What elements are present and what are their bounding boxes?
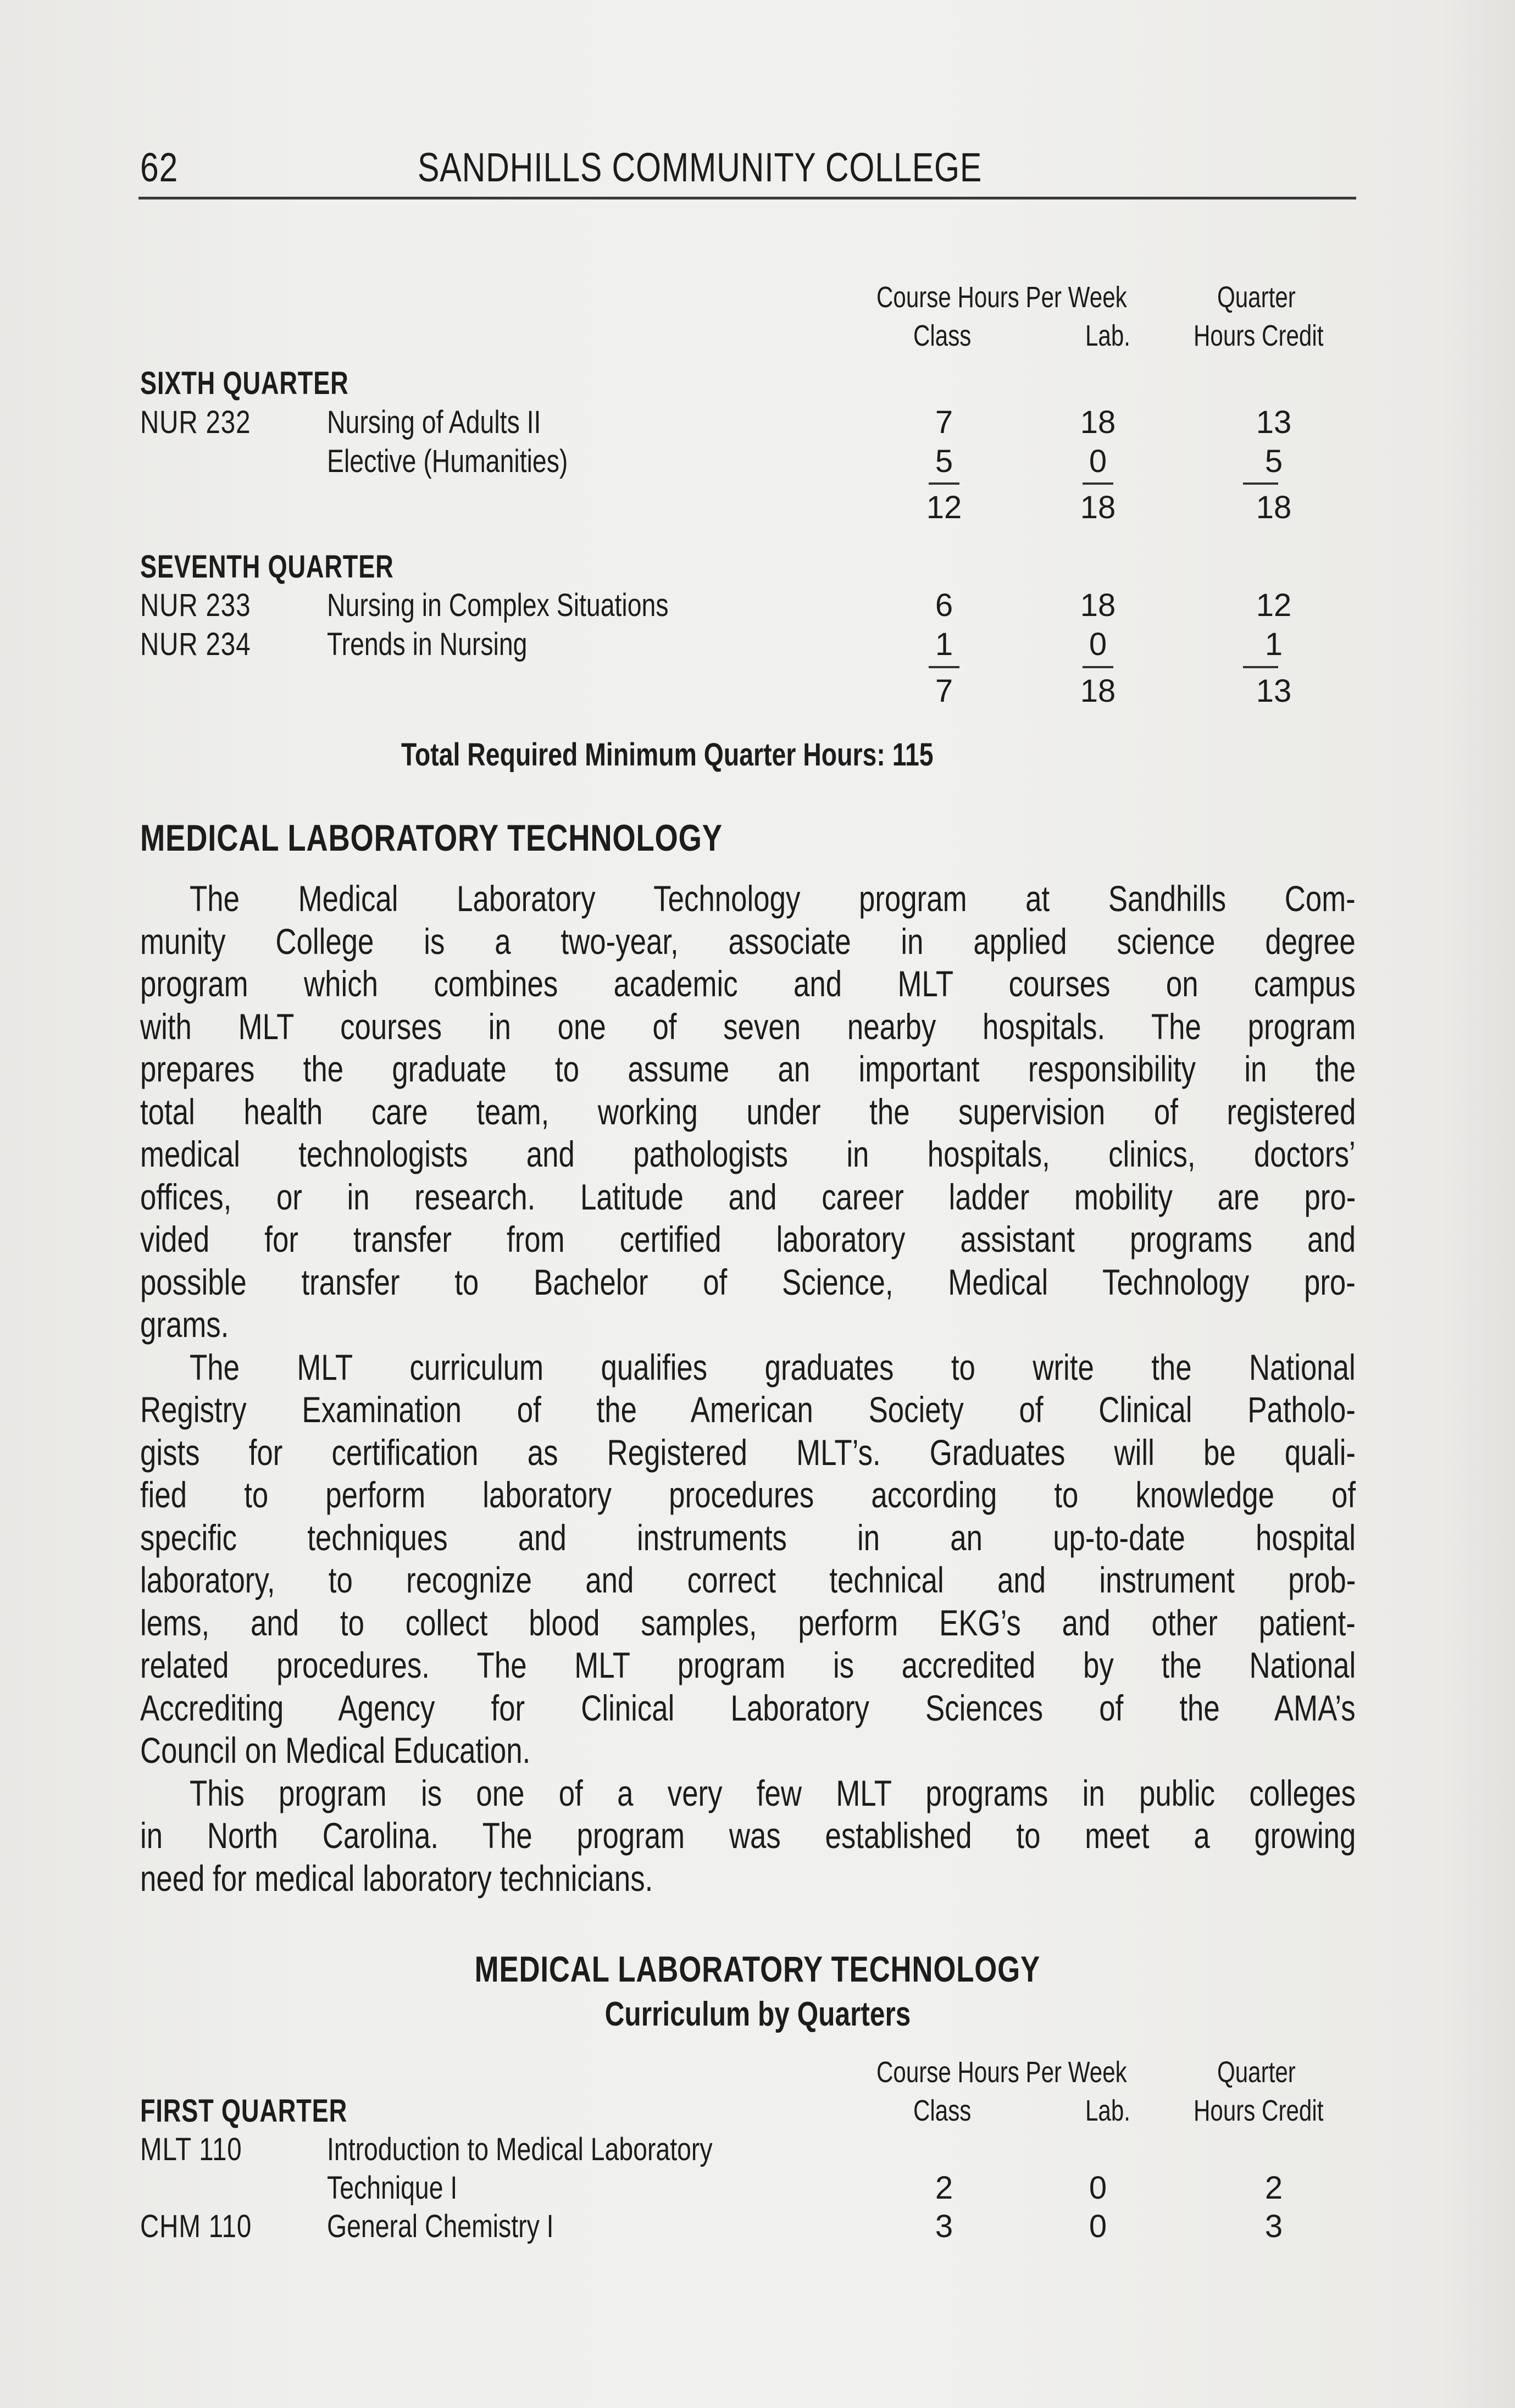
body-line: Registry Examination of the American Society of Clinical Patholo- [140,1389,1356,1430]
header-rule [138,197,1356,199]
col-head-lab [1085,319,1143,353]
lab-hours: 0 [1089,626,1107,662]
credit-total: 18 [1256,490,1292,525]
body-line: specific techniques and instruments in an up-to-date hospital [140,1517,1356,1558]
body-line: Accrediting Agency for Clinical Laboratory Sciences of the AMA’s [140,1687,1356,1728]
body-line: total health care team, working under the supervision of registered [140,1091,1356,1132]
course-title [327,626,578,663]
running-title [418,144,1123,191]
col-head-quarter [1217,2055,1318,2089]
body-line: program which combines academic and MLT courses on campus [140,963,1356,1004]
course-title-text: Nursing in Complex Situations [327,587,669,623]
col-head-quarter [1217,280,1318,314]
body-line: The MLT curriculum qualifies graduates to write the National [190,1346,1356,1388]
course-title-continued [327,2170,490,2206]
lab-hours: 18 [1080,587,1116,623]
body-line: lems, and to collect blood samples, perform EKG’s and other patient- [140,1602,1356,1643]
course-title [327,2131,809,2168]
course-code [140,404,275,441]
credit-hours: 5 [1264,443,1283,479]
course-code-text: NUR 234 [140,626,251,662]
body-line: The Medical Laboratory Technology program at Sandhills Com- [190,878,1356,919]
quarter-title-first [140,2093,406,2129]
col-head-course-hours [876,2055,1197,2089]
col-head-class-text: Class [913,319,972,352]
body-line: This program is one of a very few MLT programs in public colleges [190,1772,1356,1813]
lab-total: 18 [1080,490,1116,525]
course-code-text: NUR 233 [140,587,251,623]
course-title-text: Trends in Nursing [327,626,528,662]
col-head-class [913,319,987,353]
course-code [140,626,275,663]
sum-rule [1083,666,1113,668]
course-code-text: NUR 232 [140,404,251,440]
course-title-text: General Chemistry I [327,2209,554,2244]
col-head-quarter-text: Quarter [1217,281,1296,314]
col-head-quarter-text: Quarter [1217,2056,1296,2089]
col-head-lab [1085,2094,1143,2128]
course-title-text: Elective (Humanities) [327,443,568,479]
col-head-class-text: Class [913,2094,972,2127]
col-head-hours-credit-text: Hours Credit [1194,2094,1324,2127]
body-line: laboratory, to recognize and correct technical and instrument prob- [140,1560,1356,1600]
body-line: vided for transfer from certified laboratory assistant programs and [140,1219,1356,1260]
body-line: munity College is a two-year, associate in applied science degree [140,920,1356,962]
body-line: need for medical laboratory technicians. [140,1857,653,1899]
course-code-text: MLT 110 [140,2132,242,2167]
quarter-title-seventh-text: SEVENTH QUARTER [140,549,394,585]
quarter-title-sixth [140,365,408,402]
section-heading-text: MEDICAL LABORATORY TECHNOLOGY [140,817,723,859]
body-line: possible transfer to Bachelor of Science, Medical Technology pro- [140,1261,1356,1302]
body-line: gists for certification as Registered MLT’s. Graduates will be quali- [140,1432,1356,1473]
lab-hours: 0 [1089,2209,1107,2244]
col-head-lab-text: Lab. [1085,2094,1130,2127]
col-head-class [913,2094,987,2128]
total-required-hours-text: Total Required Minimum Quarter Hours: 115 [401,737,934,773]
curriculum-subtitle-text: Curriculum by Quarters [604,1995,911,2033]
course-title [327,2208,611,2245]
col-head-course-hours-text: Course Hours Per Week [876,2056,1127,2089]
body-line: with MLT courses in one of seven nearby hospitals. The program [140,1006,1356,1047]
lab-hours: 0 [1089,2170,1107,2206]
course-title-text: Nursing of Adults II [327,404,541,440]
sum-rule [1243,482,1278,485]
col-head-hours-credit [1194,319,1360,353]
col-head-lab-text: Lab. [1085,319,1130,352]
course-title-continued-text: Technique I [327,2170,458,2206]
col-head-hours-credit [1194,2094,1360,2128]
course-title [327,404,595,441]
class-hours: 3 [935,2209,953,2244]
class-hours: 2 [935,2170,953,2206]
curriculum-subtitle [0,1995,1515,2034]
class-hours: 6 [935,587,953,623]
body-line: in North Carolina. The program was established to meet a growing [140,1815,1356,1856]
course-code [140,587,275,624]
sum-rule [929,666,959,668]
course-code [140,2131,264,2168]
total-required-hours [401,736,1067,773]
page-number [140,144,186,191]
lab-hours: 18 [1080,404,1116,440]
course-code-text: CHM 110 [140,2209,252,2244]
class-total: 12 [926,490,962,525]
sum-rule [929,482,959,485]
course-title-text: Introduction to Medical Laboratory [327,2132,713,2167]
credit-hours: 2 [1264,2170,1283,2206]
course-code [140,2208,276,2245]
lab-total: 18 [1080,673,1116,709]
col-head-course-hours [876,280,1197,314]
credit-hours: 12 [1256,587,1292,623]
credit-hours: 1 [1264,626,1283,662]
page-number-text: 62 [140,145,179,190]
body-line: medical technologists and pathologists in hospitals, clinics, doctors’ [140,1134,1356,1174]
col-head-course-hours-text: Course Hours Per Week [876,281,1127,314]
body-line: fied to perform laboratory procedures according to knowledge of [140,1474,1356,1515]
quarter-title-sixth-text: SIXTH QUARTER [140,365,349,401]
section-heading [140,817,868,859]
sum-rule [1083,482,1113,485]
quarter-title-first-text: FIRST QUARTER [140,2093,348,2129]
class-hours: 7 [935,404,953,440]
class-total: 7 [935,673,953,709]
body-line: related procedures. The MLT program is accredited by the National [140,1645,1356,1685]
class-hours: 1 [935,626,953,662]
lab-hours: 0 [1089,443,1107,479]
body-line: Council on Medical Education. [140,1730,531,1771]
credit-hours: 3 [1264,2209,1283,2244]
course-title [327,587,754,624]
credit-total: 13 [1256,673,1292,709]
curriculum-title-text: MEDICAL LABORATORY TECHNOLOGY [474,1949,1041,1989]
running-title-text: SANDHILLS COMMUNITY COLLEGE [418,145,983,190]
curriculum-title [0,1948,1515,1990]
sum-rule [1243,666,1278,668]
credit-hours: 13 [1256,404,1292,440]
quarter-title-seventh [140,548,465,585]
body-line: grams. [140,1304,229,1345]
body-line: offices, or in research. Latitude and career ladder mobility are pro- [140,1176,1356,1217]
col-head-hours-credit-text: Hours Credit [1194,319,1324,352]
class-hours: 5 [935,443,953,479]
body-line: prepares the graduate to assume an important responsibility in the [140,1048,1356,1089]
course-title [327,443,628,480]
